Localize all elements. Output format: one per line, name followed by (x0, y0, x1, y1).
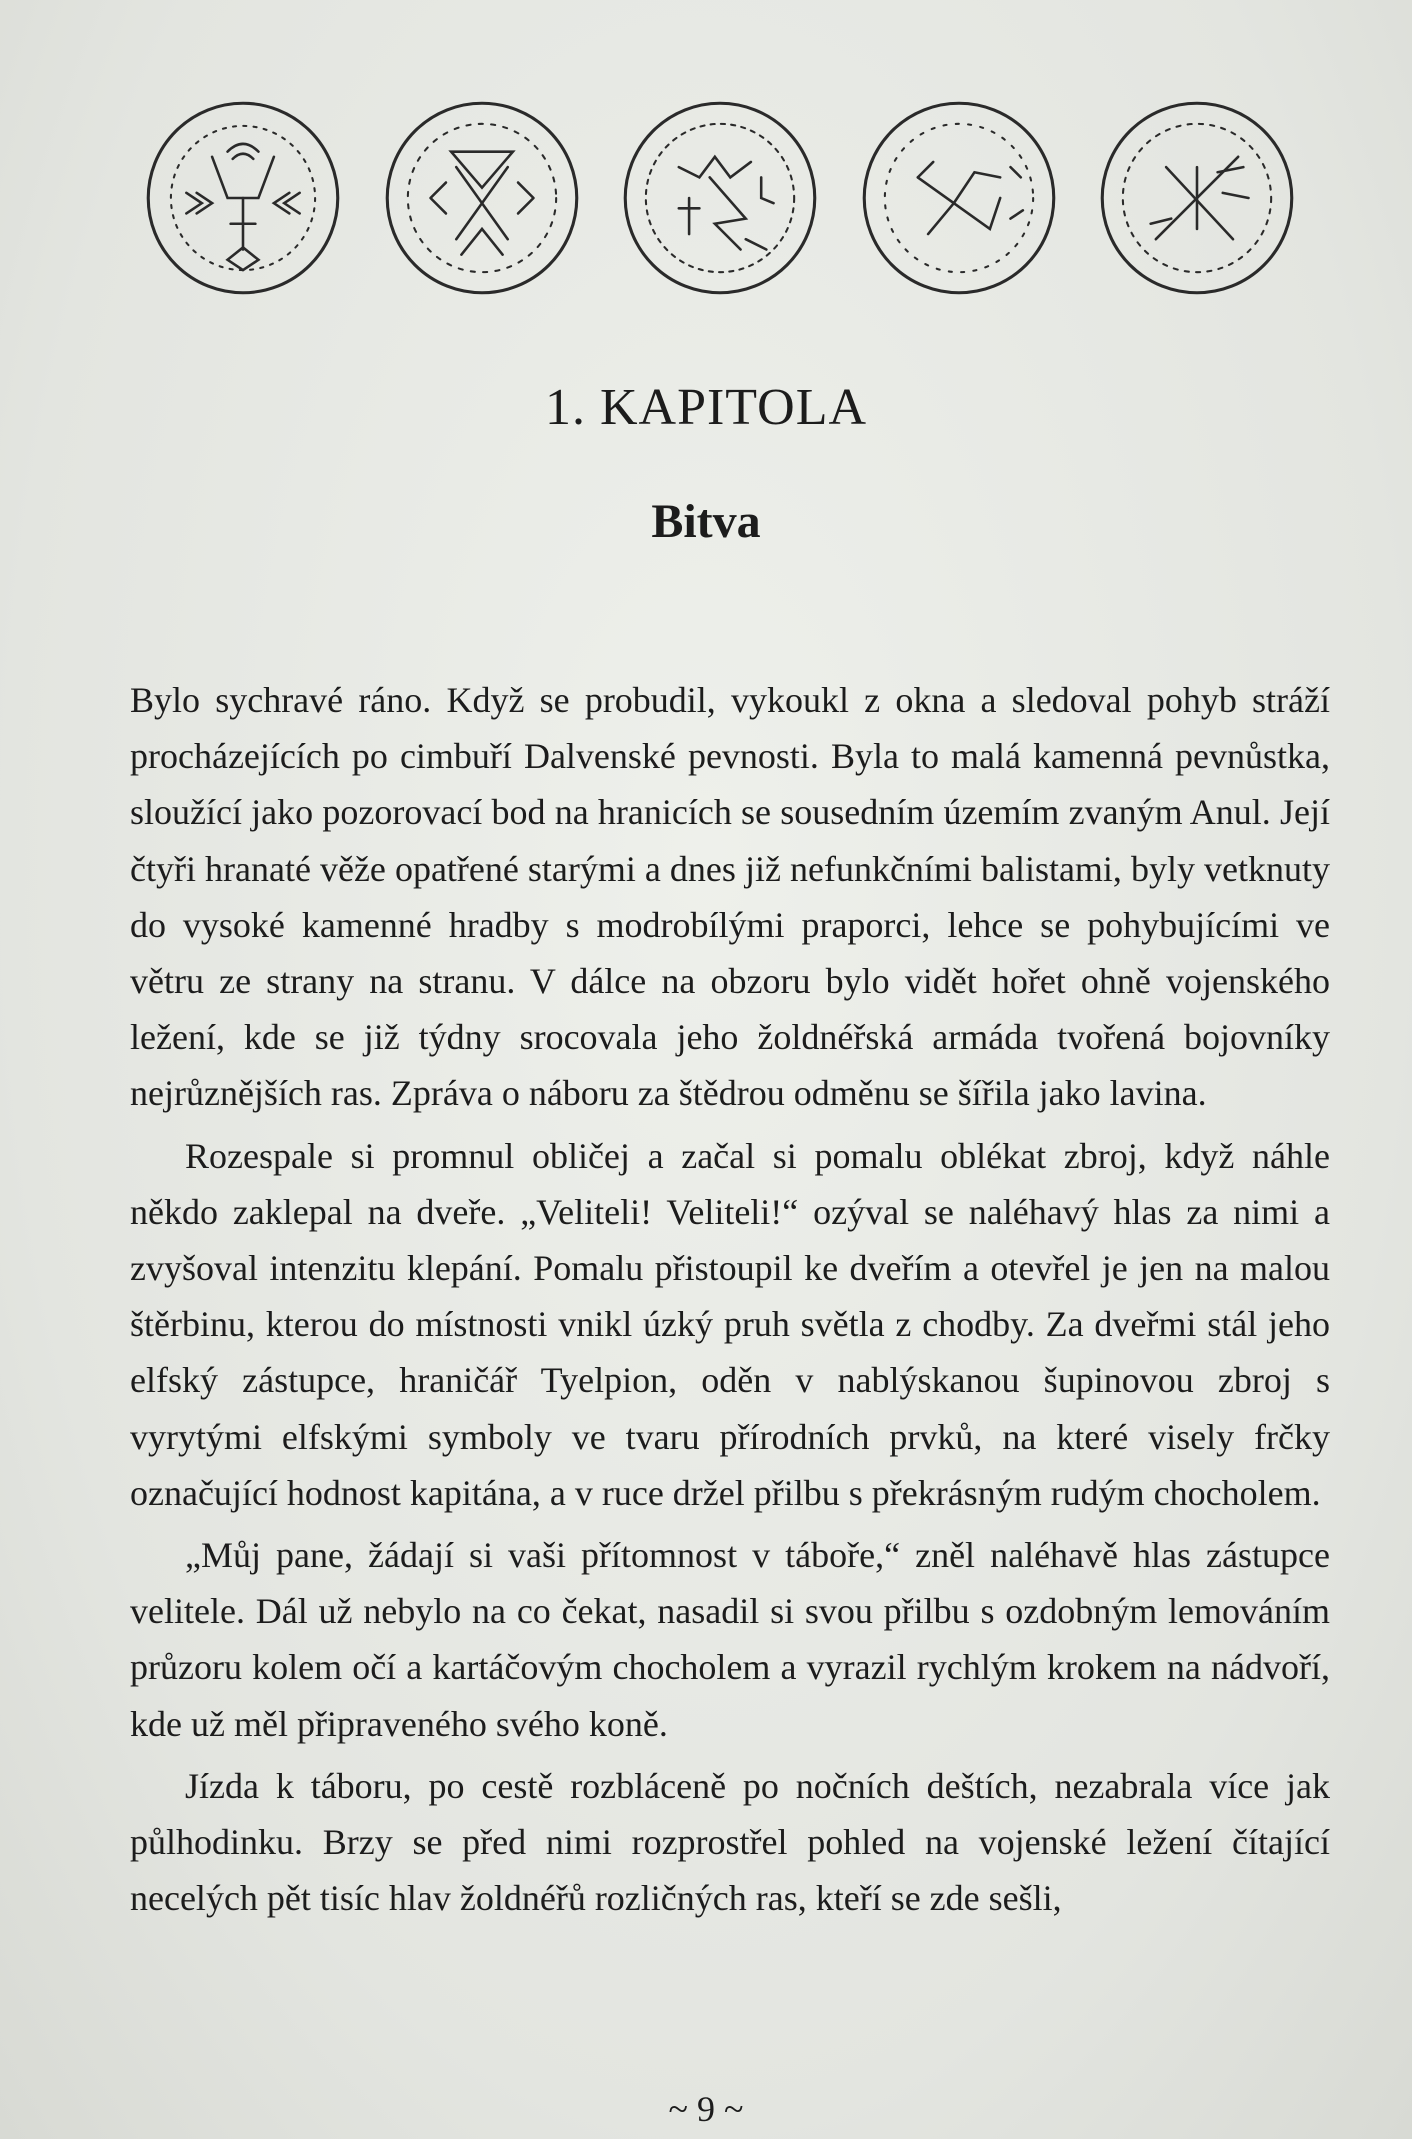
rune-seal-swastika-icon (856, 95, 1062, 301)
paragraph: Bylo sychravé ráno. Když se probudil, vykoukl z okna a sledoval pohyb stráží procházejících po cimbuří Dalvenské pevnosti. Byla to malá kamenná pevnůstka, sloužící jako pozorovací bod na hranicích se sousedním územím zvaným Anul. Její čtyři hranaté věže opatřené starými a dnes již nefunkčními balistami, byly vetknuty do vysoké kamenné hradby s modrobílými praporci, lehce se pohybujícími ve větru ze strany na stranu. V dálce na obzoru bylo vidět hořet ohně vojenského ležení, kde se již týdny srocovala jeho žoldnéřská armáda tvořená bojovníky nejrůznějších ras. Zpráva o náboru za štědrou odměnu se šířila jako lavina. (130, 680, 1330, 1114)
chapter-body (130, 672, 1330, 1932)
paragraph: Rozespale si promnul obličej a začal si pomalu oblékat zbroj, když náhle někdo zaklepal na dveře. „Veliteli! Veliteli!“ ozýval se naléhavý hlas za nimi a zvyšoval intenzitu klepání. Pomalu přistoupil ke dveřím a otevřel je jen na malou štěrbinu, kterou do místnosti vnikl úzký pruh světla z chodby. Za dveřmi stál jeho elfský zástupce, hraničář Tyelpion, oděn v nablýskanou šupinovou zbroj s vyrytými elfskými symboly ve tvaru přírodních prvků, na které visely frčky označující hodnost kapitána, a v ruce držel přilbu s překrásným rudým chocholem. (130, 1135, 1330, 1513)
rune-seal-trident-icon (140, 95, 346, 301)
rune-seal-zigzag-icon (617, 95, 823, 301)
rune-seal-cross-icon (379, 95, 585, 301)
chapter-heading: 1. KAPITOLA (544, 379, 868, 436)
page-number: ~ 9 ~ (668, 2089, 744, 2129)
paragraph: Jízda k táboru, po cestě rozbláceně po nočních deštích, nezabrala více jak půlhodinku. Brzy se před nimi rozprostřel pohled na vojenské ležení čítající necelých pět tisíc hlav žoldnéřů rozličných ras, kteří se zde sešli, (130, 1765, 1330, 1919)
chapter-subtitle: Bitva (651, 495, 761, 548)
paragraph: „Můj pane, žádají si vaši přítomnost v táboře,“ zněl naléhavě hlas zástupce velitele. Dál už nebylo na co čekat, nasadil si svou přilbu s ozdobným lemováním průzoru kolem očí a kartáčovým chocholem a vyrazil rychlým krokem na nádvoří, kde už měl připraveného svého koně. (130, 1535, 1330, 1744)
rune-seal-star-icon (1094, 95, 1300, 301)
seal-row (140, 88, 1300, 308)
